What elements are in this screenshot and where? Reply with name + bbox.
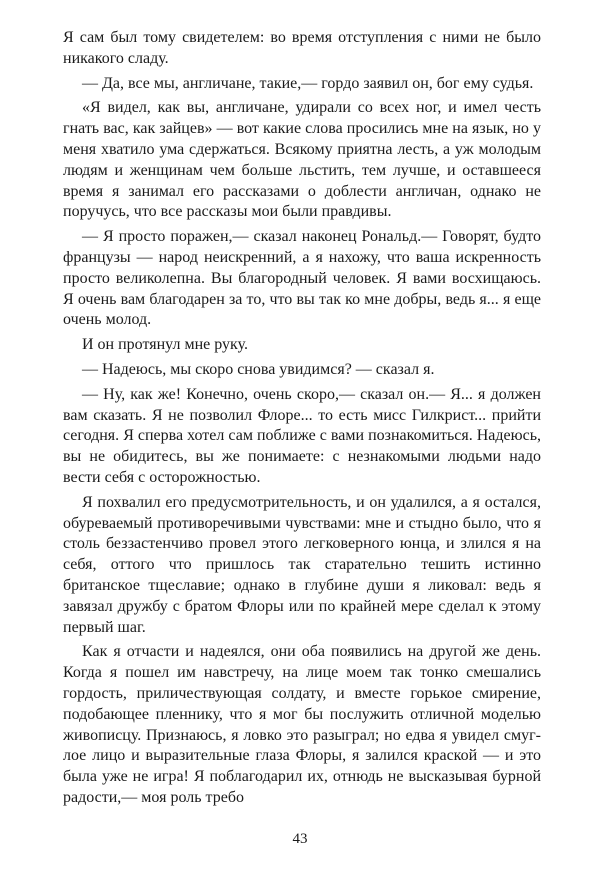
book-page (63, 28, 541, 813)
paragraph: «Я видел, как вы, англичане, удирали со всех ног, и имел честь гнать вас, как зайцев» — вот какие слова просились мне на язык, но у меня хватило ума сдержаться. Всякому приятна лесть, а уж молодым людям и женщинам чем больше льстить, тем лучше, и оставшееся время я занимал его рассказами о доблести англичан, однако не поручусь, что все рассказы мои были правдивы. (63, 99, 541, 221)
paragraph: Я похвалил его предусмотрительность, и он удалился, а я остался, обуреваемый противоречивыми чувствами: мне и стыдно было, что я столь беззастенчиво провел этого легковерного юнца, и злился я на себя, оттого что пришлось так старательно тешить истинно британское тщеславие; однако в глубине души я ликовал: ведь я завязал дружбу с братом Флоры или по крайней мере сделал к этому первый шаг. (63, 493, 541, 636)
paragraph: — Надеюсь, мы скоро снова увидимся? — сказал я. (82, 360, 435, 378)
paragraph: — Да, все мы, англичане, такие,— гордо заявил он, бог ему судья. (82, 74, 534, 92)
paragraph: И он протянул мне руку. (82, 336, 248, 354)
paragraph: Как я отчасти и надеялся, они оба появились на другой же день. Когда я пошел им навстречу, на лице моем так тонко смешались гордость, приличествующая солдату, и вместе горькое смирение, подобающее пленнику, что я мог бы послужить отличной моделью живописцу. Признаюсь, я ловко это разыграл; но едва я увидел смуглое лицо и выразительные глаза Флоры, я залился краской — и это была уже не игра! Я поблагодарил их, отнюдь не высказывая бурной радости,— моя роль требо (63, 643, 541, 806)
page-number: 43 (292, 831, 308, 847)
paragraph: Я сам был тому свидетелем: во время отступления с ними не было никакого сладу. (63, 29, 541, 67)
paragraph: — Ну, как же! Конечно, очень скоро,— сказал он.— Я... я должен вам сказать. Я не позволил Флоре... то есть мисс Гилкрист... прийти сегодня. Я сперва хотел сам поближе с вами познакомиться. Надеюсь, вы не обидитесь, вы же понимаете: с незнакомыми людьми надо вести себя с осторожностью. (63, 385, 541, 486)
paragraph: — Я просто поражен,— сказал наконец Рональд.— Говорят, будто французы — народ неискренний, а я нахожу, что ваша искренность просто великолепна. Вы благородный человек. Я вами восхищаюсь. Я очень вам благодарен за то, что вы так ко мне добры, ведь я... я еще очень молод. (63, 228, 541, 329)
